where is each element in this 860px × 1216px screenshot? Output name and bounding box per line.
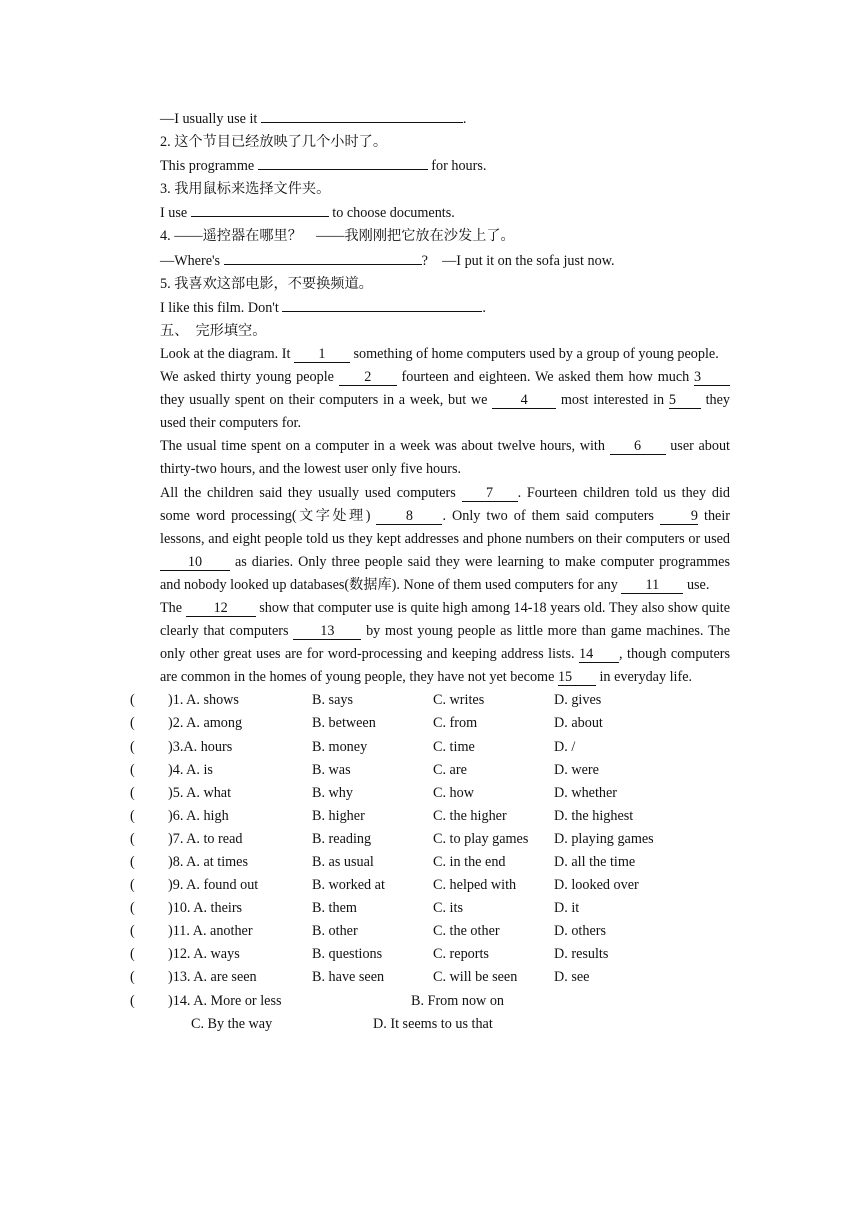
q1-answer-text: —I usually use it xyxy=(160,111,261,127)
option-a: )1. A. shows xyxy=(168,692,239,709)
q4-english-line xyxy=(130,249,730,273)
cloze-passage xyxy=(130,343,730,689)
option-c: C. are xyxy=(433,761,467,778)
blank-13[interactable]: 13 xyxy=(293,623,361,640)
p5-text-e: in everyday life. xyxy=(595,669,693,686)
blank-14[interactable]: 14 xyxy=(579,646,619,663)
option-c: C. By the way xyxy=(191,1015,273,1032)
option-b: B. between xyxy=(312,715,376,732)
q3-blank[interactable] xyxy=(191,201,329,217)
option-c: C. will be seen xyxy=(433,969,518,986)
option-a: )7. A. to read xyxy=(168,830,243,847)
option-c: C. to play games xyxy=(433,830,529,847)
blank-11[interactable]: 11 xyxy=(621,577,683,594)
option-b: B. money xyxy=(312,738,368,755)
q5-text-b: . xyxy=(482,299,486,316)
option-c: C. how xyxy=(433,784,474,801)
option-d: D. results xyxy=(554,946,609,963)
cloze-paragraph-2 xyxy=(130,366,730,435)
q4-blank[interactable] xyxy=(224,249,422,265)
option-row-6 xyxy=(130,805,730,828)
option-c: C. reports xyxy=(433,946,489,963)
option-row-11 xyxy=(130,920,730,943)
option-a: )4. A. is xyxy=(168,761,213,778)
option-b: B. other xyxy=(312,923,358,940)
q3-english-line xyxy=(130,201,730,225)
q3-text-a: I use xyxy=(160,205,191,222)
option-a: )13. A. are seen xyxy=(168,969,257,986)
option-b: B. have seen xyxy=(312,969,385,986)
option-row-10 xyxy=(130,897,730,920)
option-d: D. about xyxy=(554,715,603,732)
option-c: C. in the end xyxy=(433,854,506,870)
worksheet-content xyxy=(130,107,730,1036)
q4-chinese: 4. ——遥控器在哪里？ ——我刚刚把它放在沙发上了。 xyxy=(160,228,515,245)
answer-paren[interactable]: ( xyxy=(130,784,135,801)
answer-paren[interactable]: ( xyxy=(130,854,135,870)
option-row-4 xyxy=(130,759,730,782)
q2-english-line xyxy=(130,154,730,178)
p3-text-b: user about thirty-two hours, and the lowest user only five hours. xyxy=(160,438,730,478)
cloze-paragraph-1 xyxy=(130,343,730,366)
option-b: B. From now on xyxy=(411,992,505,1009)
q2-blank[interactable] xyxy=(258,154,428,170)
option-b: B. worked at xyxy=(312,877,385,894)
blank-1[interactable]: 1 xyxy=(294,346,350,363)
p1-text-a: Look at the diagram. It xyxy=(160,345,294,362)
q5-english-line xyxy=(130,296,730,320)
answer-paren[interactable]: ( xyxy=(130,946,135,963)
p3-text-a: The usual time spent on a computer in a week was about twelve hours, with xyxy=(160,438,610,455)
p1-text-b: something of home computers used by a group of young people. xyxy=(349,345,719,362)
answer-paren[interactable]: ( xyxy=(130,923,135,940)
p4-text-a: All the children said they usually used computers xyxy=(160,484,462,501)
p2-text-e: they used their computers for. xyxy=(160,392,730,432)
q1-end: . xyxy=(462,111,467,127)
q4-text-b: ? —I put it on the sofa just now. xyxy=(421,252,615,269)
q2-text-a: This programme xyxy=(160,158,258,175)
q3-chinese: 3. 我用鼠标来选择文件夹。 xyxy=(160,181,331,198)
blank-9[interactable]: 9 xyxy=(660,508,698,525)
option-c: C. time xyxy=(433,738,475,755)
option-d: D. see xyxy=(554,969,590,986)
answer-paren[interactable]: ( xyxy=(130,761,135,778)
blank-10[interactable]: 10 xyxy=(160,554,230,571)
blank-7[interactable]: 7 xyxy=(462,485,518,502)
option-d: D. It seems to us that xyxy=(373,1015,493,1032)
answer-paren[interactable]: ( xyxy=(130,900,135,917)
cloze-section-title: 五、 完形填空。 xyxy=(160,322,267,339)
answer-paren[interactable]: ( xyxy=(130,877,135,894)
option-d: D. the highest xyxy=(554,807,634,824)
q5-chinese: 5. 我喜欢这部电影，不要换频道。 xyxy=(160,275,373,292)
option-row-12 xyxy=(130,943,730,966)
answer-paren[interactable]: ( xyxy=(130,992,135,1009)
option-a: )11. A. another xyxy=(168,923,253,940)
option-b: B. reading xyxy=(312,830,372,847)
answer-paren[interactable]: ( xyxy=(130,738,135,755)
q3-text-b: to choose documents. xyxy=(328,205,455,222)
p5-text-d: , though computers are common in the homes of young people, they have not yet become xyxy=(160,646,730,686)
q1-answer-blank[interactable] xyxy=(261,107,463,123)
p4-text-b: . Fourteen children told us they did some word processing(文字处理) xyxy=(160,484,730,524)
blank-6[interactable]: 6 xyxy=(610,438,666,455)
option-b: B. higher xyxy=(312,807,365,824)
option-d: D. it xyxy=(554,900,580,917)
option-row-3 xyxy=(130,736,730,759)
blank-4[interactable]: 4 xyxy=(492,392,556,409)
option-row-7 xyxy=(130,828,730,851)
option-row-2 xyxy=(130,712,730,735)
option-a: )5. A. what xyxy=(168,784,232,801)
option-c: C. writes xyxy=(433,692,485,709)
option-d: D. others xyxy=(554,923,607,940)
blank-8[interactable]: 8 xyxy=(376,508,442,525)
option-row-14-cont xyxy=(130,1013,730,1036)
option-a: )6. A. high xyxy=(168,807,229,824)
option-d: D. / xyxy=(554,738,576,755)
q5-blank[interactable] xyxy=(282,296,482,312)
p5-text-b: show that computer use is quite high among 14-18 years old. They also show quite clearly that computers xyxy=(160,599,730,640)
option-a: )2. A. among xyxy=(168,715,243,732)
q4-text-a: —Where's xyxy=(160,252,224,269)
p2-text-b: fourteen and eighteen. We asked them how much xyxy=(396,369,694,386)
p4-text-d: their lessons, and eight people told us they kept addresses and phone numbers on their computers or used xyxy=(160,507,731,547)
option-b: B. was xyxy=(312,761,351,778)
p5-text-c: by most young people as little more than game machines. The only other great uses are for word-processing and keeping address lists. xyxy=(160,623,730,663)
blank-5[interactable]: 5 xyxy=(669,392,701,409)
p2-text-a: We asked thirty young people xyxy=(160,369,339,386)
option-a: )8. A. at times xyxy=(168,854,248,870)
option-d: D. gives xyxy=(554,692,602,709)
option-d: D. looked over xyxy=(554,877,639,894)
cloze-paragraph-5 xyxy=(130,597,730,689)
p4-text-c: . Only two of them said computers xyxy=(442,507,660,524)
answer-paren[interactable]: ( xyxy=(130,692,135,709)
answer-paren[interactable]: ( xyxy=(130,830,135,847)
cloze-paragraph-3 xyxy=(130,435,730,481)
option-c: C. helped with xyxy=(433,877,517,894)
q2-chinese: 2. 这个节目已经放映了几个小时了。 xyxy=(160,134,388,151)
option-c: C. from xyxy=(433,715,478,732)
q5-text-a: I like this film. Don't xyxy=(160,299,283,316)
option-c: C. its xyxy=(433,900,463,917)
p4-text-f: use. xyxy=(683,576,710,593)
p4-text-e: as diaries. Only three people said they were learning to make computer programmes and nobody looked up databases(数据库). None of them used computers for any xyxy=(160,553,730,593)
option-d: D. playing games xyxy=(554,830,654,847)
option-d: D. whether xyxy=(554,784,618,801)
option-b: B. why xyxy=(312,784,353,801)
option-a: )3.A. hours xyxy=(168,738,233,755)
option-b: B. says xyxy=(312,692,353,709)
cloze-paragraph-4 xyxy=(130,482,730,597)
q1-answer-line xyxy=(130,107,730,131)
option-row-1 xyxy=(130,689,730,712)
answer-paren[interactable]: ( xyxy=(130,969,135,986)
blank-2[interactable]: 2 xyxy=(339,369,397,386)
p2-text-d: most interested in xyxy=(556,392,669,409)
blank-3[interactable]: 3 xyxy=(694,369,730,386)
option-a: )14. A. More or less xyxy=(168,992,282,1009)
option-row-14 xyxy=(130,990,730,1013)
option-d: D. all the time xyxy=(554,854,636,870)
option-c: C. the higher xyxy=(433,807,507,824)
option-b: B. them xyxy=(312,900,357,917)
option-b: B. as usual xyxy=(312,854,374,870)
options-list xyxy=(130,689,730,1035)
option-row-9 xyxy=(130,874,730,897)
answer-paren[interactable]: ( xyxy=(130,807,135,824)
option-row-5 xyxy=(130,782,730,805)
p5-text-a: The xyxy=(160,599,186,616)
blank-15[interactable]: 15 xyxy=(558,669,596,686)
option-row-8 xyxy=(130,851,730,874)
q2-text-b: for hours. xyxy=(427,158,487,175)
option-a: )12. A. ways xyxy=(168,946,240,963)
blank-12[interactable]: 12 xyxy=(186,600,256,617)
answer-paren[interactable]: ( xyxy=(130,715,135,732)
option-c: C. the other xyxy=(433,923,500,940)
p2-text-c: they usually spent on their computers in a week, but we xyxy=(160,392,493,409)
option-a: )9. A. found out xyxy=(168,877,259,894)
option-b: B. questions xyxy=(312,946,383,963)
option-a: )10. A. theirs xyxy=(168,900,243,917)
option-d: D. were xyxy=(554,761,599,778)
option-row-13 xyxy=(130,966,730,989)
